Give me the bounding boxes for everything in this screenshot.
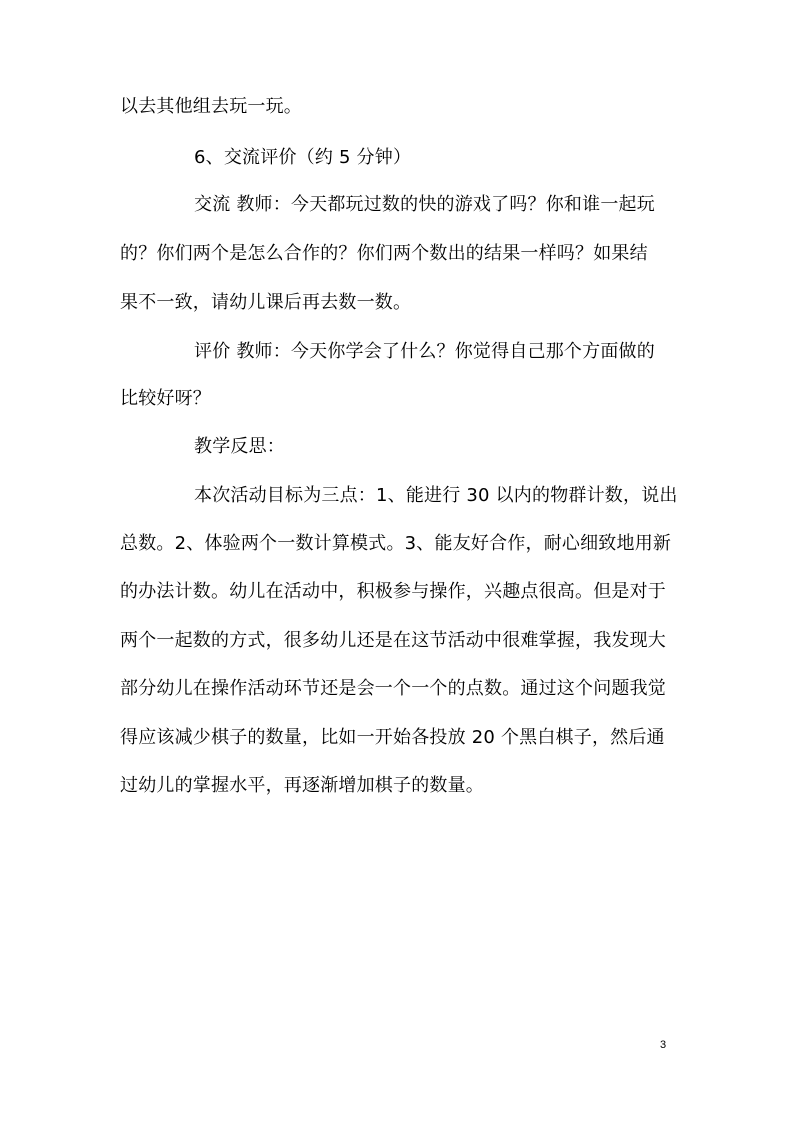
text-line-4: 的？你们两个是怎么合作的？你们两个数出的结果一样吗？如果结	[120, 243, 648, 264]
text-line-13: 部分幼儿在操作活动环节还是会一个一个的点数。通过这个问题我觉	[120, 678, 666, 699]
reflection-heading: 教学反思：	[194, 436, 285, 457]
text-line-6: 评价 教师：今天你学会了什么？你觉得自己那个方面做的	[194, 341, 655, 362]
text-line-14: 得应该减少棋子的数量，比如一开始各投放 20 个黑白棋子，然后通	[120, 727, 665, 748]
text-line-7: 比较好呀？	[120, 388, 211, 409]
text-line-10: 总数。2、体验两个一数计算模式。3、能友好合作，耐心细致地用新	[120, 533, 672, 554]
text-line-11: 的办法计数。幼儿在活动中，积极参与操作，兴趣点很高。但是对于	[120, 581, 666, 602]
section-heading: 6、交流评价（约 5 分钟）	[194, 147, 412, 168]
text-line-5: 果不一致，请幼儿课后再去数一数。	[120, 292, 412, 313]
text-line-12: 两个一起数的方式，很多幼儿还是在这节活动中很难掌握，我发现大	[120, 630, 666, 651]
text-line-9: 本次活动目标为三点：1、能进行 30 以内的物群计数，说出	[194, 485, 678, 506]
text-line-15: 过幼儿的掌握水平，再逐渐增加棋子的数量。	[120, 775, 484, 796]
text-line-3: 交流 教师：今天都玩过数的快的游戏了吗？你和谁一起玩	[194, 194, 655, 215]
text-line-1: 以去其他组去玩一玩。	[120, 96, 302, 117]
page-number: 3	[660, 1039, 667, 1051]
